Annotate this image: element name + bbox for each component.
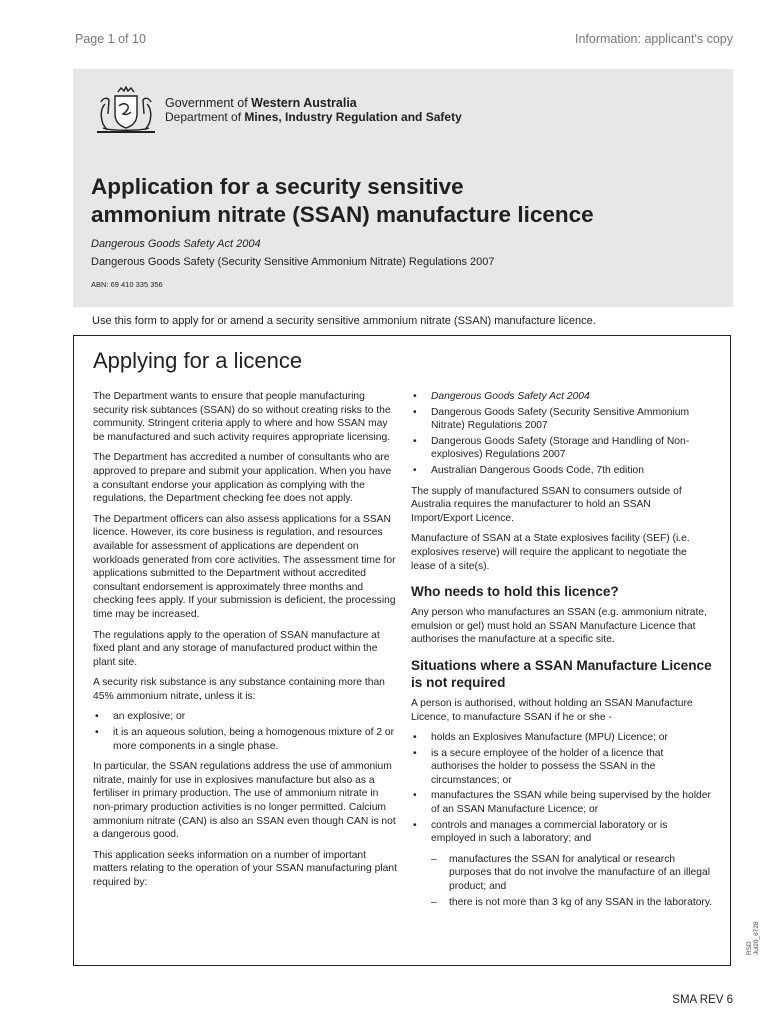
right-column — [411, 390, 713, 916]
revision-label: SMA REV 6 — [672, 994, 733, 1006]
list-item: • holds an Explosives Manufacture (MPU) Licence; or — [411, 731, 713, 745]
left-column — [93, 390, 398, 897]
paragraph: A security risk substance is any substance containing more than 45% ammonium nitrate, unless it is: — [93, 677, 385, 702]
list-item: • Dangerous Goods Safety Act 2004 — [411, 390, 713, 404]
exception-list — [93, 710, 398, 753]
list-item: – manufactures the SSAN for analytical or research purposes that do not involve the manufacture of an illegal product; and — [411, 853, 713, 894]
document-title: Application for a security sensitive ammonium nitrate (SSAN) manufacture licence — [91, 174, 594, 227]
authorisation-list — [411, 731, 713, 846]
paragraph: The regulations apply to the operation of SSAN manufacture at fixed plant and any storage of manufactured product within the plant site. — [93, 629, 380, 668]
paragraph: A person is authorised, without holding an SSAN Manufacture Licence, to manufacture SSAN if he or she - — [411, 697, 693, 723]
laboratory-conditions-list — [411, 853, 713, 909]
subheading-situations: Situations where a SSAN Manufacture Licence is not required — [411, 657, 712, 690]
list-item: • manufactures the SSAN while being supervised by the holder of an SSAN Manufacture Licence; or — [411, 789, 713, 816]
paragraph: The Department has accredited a number of consultants who are approved to prepare and submit your application. When you have a consultant endorse your application as complying with the regulations, the Department checking fee does not apply. — [93, 452, 392, 505]
paragraph: The Department officers can also assess applications for a SSAN licence. However, its core business is regulation, and resources available for assessment of applications are dependent on workloads generated from core activities. The assessment time for applications submitted to the Department without accredited consultant endorsement is approximately three months and checking fees apply. If your submission is deficient, the processing time may be increased. — [93, 513, 396, 620]
list-item: • is a secure employee of the holder of a licence that authorises the holder to possess the SSAN in the circumstances; or — [411, 747, 713, 788]
paragraph: This application seeks information on a number of important matters relating to the operation of your SSAN manufacturing plant required by: — [93, 849, 397, 888]
regulations-reference: Dangerous Goods Safety (Security Sensitive Ammonium Nitrate) Regulations 2007 — [91, 256, 495, 268]
abn: ABN: 69 410 335 356 — [91, 280, 163, 289]
intro-text: Use this form to apply for or amend a security sensitive ammonium nitrate (SSAN) manufacture licence. — [92, 315, 596, 327]
list-item: • an explosive; or — [93, 710, 398, 724]
copy-info: Information: applicant's copy — [574, 32, 733, 46]
list-item: – there is not more than 3 kg of any SSAN in the laboratory. — [411, 896, 713, 910]
list-item: • Dangerous Goods Safety (Storage and Handling of Non-explosives) Regulations 2007 — [411, 435, 713, 462]
crest-icon — [91, 86, 161, 138]
side-reference: RSD Jul20_6728 — [746, 921, 760, 955]
paragraph: In particular, the SSAN regulations address the use of ammonium nitrate, mainly for use in explosives manufacture but also as a fertiliser in primary production. The use of ammonium nitrate in non-primary production activities is no longer permitted. Calcium ammonium nitrate (CAN) is also an SSAN even though CAN is not a dangerous good. — [93, 761, 396, 841]
list-item: • it is an aqueous solution, being a homogenous mixture of 2 or more components in a single phase. — [93, 726, 398, 753]
section-heading: Applying for a licence — [93, 348, 303, 373]
act-reference: Dangerous Goods Safety Act 2004 — [91, 238, 261, 250]
page-number: Page 1 of 10 — [75, 32, 146, 46]
legislation-list — [411, 390, 713, 478]
list-item: • Dangerous Goods Safety (Security Sensitive Ammonium Nitrate) Regulations 2007 — [411, 406, 713, 433]
list-item: • controls and manages a commercial laboratory or is employed in such a laboratory; and — [411, 819, 713, 846]
paragraph: Manufacture of SSAN at a State explosives facility (SEF) (i.e. explosives reserve) will require the applicant to negotiate the lease of a site(s). — [411, 533, 690, 572]
government-line: Government of Western Australia — [165, 96, 357, 110]
paragraph: The Department wants to ensure that people manufacturing security risk subtances (SSAN) do so without creating risks to the community. Stringent criteria apply to where and how SSAN may be manufactured and such activity requires appropriate licensing. — [93, 391, 391, 443]
subheading-who: Who needs to hold this licence? — [411, 584, 619, 600]
list-item: • Australian Dangerous Goods Code, 7th edition — [411, 464, 713, 478]
paragraph: The supply of manufactured SSAN to consumers outside of Australia requires the manufacturer to hold an SSAN Import/Export Licence. — [411, 485, 682, 524]
department-line: Department of Mines, Industry Regulation and Safety — [165, 110, 462, 124]
paragraph: Any person who manufactures an SSAN (e.g. ammonium nitrate, emulsion or gel) must hold an SSAN Manufacture Licence that authorises the manufacture at a specific site. — [411, 607, 707, 646]
